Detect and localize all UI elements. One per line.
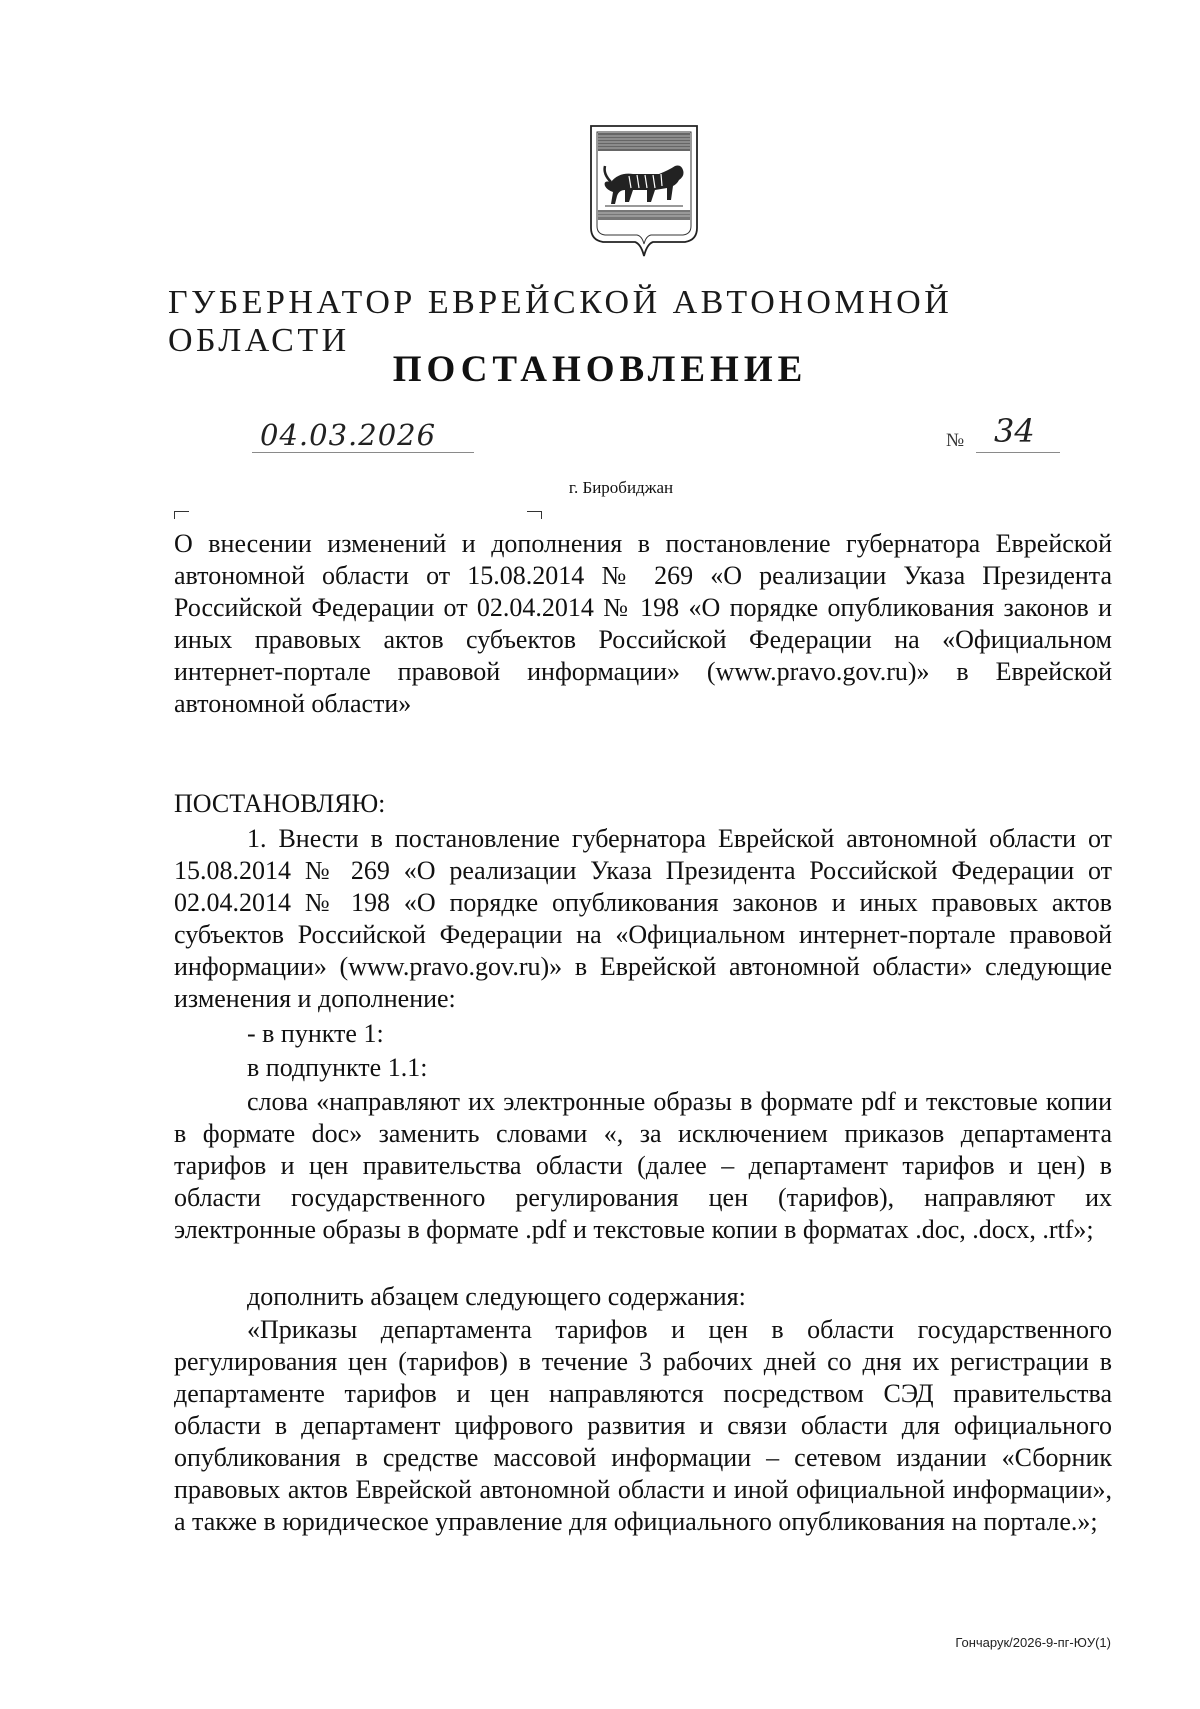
- document-type: ПОСТАНОВЛЕНИЕ: [392, 349, 808, 390]
- paragraph-1: 1. Внести в постановление губернатора Еврейской автономной области от 15.08.2014 № 269 «О реализации Указа Президента Российской Федерации от 02.04.2014 № 198 «О порядке опубликования законов и иных правовых актов субъектов Российской Федерации на «Официальном интернет-портале правовой информации» (www.pravo.gov.ru)» в Еврейской автономной области» следующие изменения и дополнение:: [174, 824, 1112, 1013]
- supplement-line: дополнить абзацем следующего содержания:: [247, 1282, 746, 1311]
- corner-bracket-right: [527, 511, 542, 519]
- corner-bracket-left: [174, 511, 189, 519]
- words-replacement-paragraph: слова «направляют их электронные образы в формате pdf и текстовые копии в формате doc» заменить словами «, за исключением приказов департамента тарифов и цен правительства области (далее – департамент тарифов и цен) в области государственного регулирования цен (тарифов), направляют их электронные образы в формате .pdf и текстовые копии в форматах .doc, .docx, .rtf»;: [174, 1087, 1112, 1244]
- date-field: [252, 418, 474, 453]
- number-sign: №: [946, 430, 965, 451]
- subpoint-line: в подпункте 1.1:: [247, 1053, 428, 1082]
- issuer-title: ГУБЕРНАТОР ЕВРЕЙСКОЙ АВТОНОМНОЙ ОБЛАСТИ: [168, 284, 953, 359]
- handwritten-date: 04.03.2026: [260, 418, 437, 452]
- document-reference-code: Гончарук/2026-9-пг-ЮУ(1): [955, 1635, 1111, 1650]
- coat-of-arms-tiger-icon: [589, 124, 699, 262]
- document-subject: О внесении изменений и дополнения в постановление губернатора Еврейской автономной области от 15.08.2014 № 269 «О реализации Указа Президента Российской Федерации от 02.04.2014 № 198 «О порядке опубликования законов и иных правовых актов субъектов Российской Федерации на «Официальном интернет-портале правовой информации» (www.pravo.gov.ru)» в Еврейской автономной области»: [174, 529, 1112, 718]
- number-underline: [976, 412, 1060, 453]
- decree-heading: ПОСТАНОВЛЯЮ:: [174, 789, 386, 818]
- document-number-field: [946, 412, 1060, 452]
- city-name: г. Биробиджан: [568, 478, 674, 497]
- quoted-paragraph: «Приказы департамента тарифов и цен в области государственного регулирования цен (тарифов) в течение 3 рабочих дней со дня их регистрации в департаменте тарифов и цен направляются посредством СЭД правительства области в департамент цифрового развития и связи области для официального опубликования в средстве массовой информации – сетевом издании «Сборник правовых актов Еврейской автономной области и иной официальной информации», а также в юридическое управление для официального опубликования на портале.»;: [174, 1315, 1112, 1536]
- handwritten-number: 34: [994, 412, 1035, 450]
- point-line: - в пункте 1:: [247, 1019, 384, 1048]
